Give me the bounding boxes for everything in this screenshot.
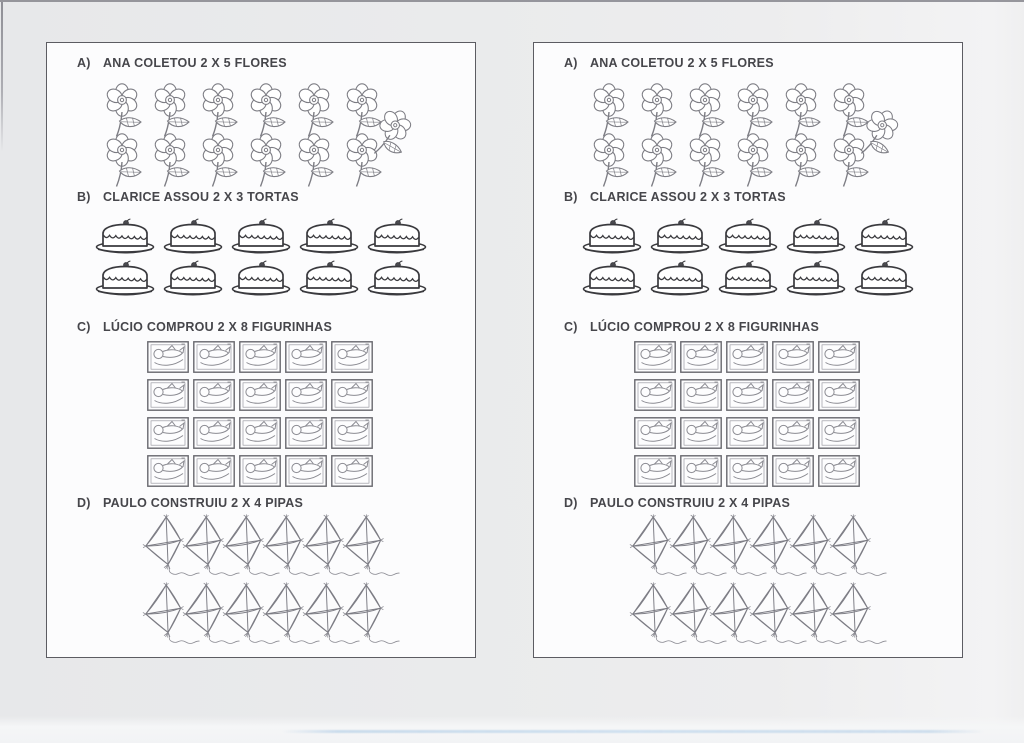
section-d-title: PAULO CONSTRUIU 2 X 4 PIPAS xyxy=(590,496,791,510)
sticker-icon xyxy=(147,455,189,487)
sticker-icon xyxy=(680,379,722,411)
kite-icon xyxy=(746,514,808,580)
flower-icon xyxy=(730,83,776,137)
sticker-icon xyxy=(818,455,860,487)
worksheet-panel-right xyxy=(533,42,963,658)
section-a-label: A) xyxy=(77,56,91,70)
kite-icon xyxy=(259,582,321,648)
sticker-icon xyxy=(193,379,235,411)
section-b-header xyxy=(77,190,299,204)
kite-icon xyxy=(179,582,241,648)
section-d-header xyxy=(564,496,790,510)
flower-icon xyxy=(291,133,337,187)
flower-icon xyxy=(778,83,824,137)
cake-icon xyxy=(297,217,361,257)
cake-icon xyxy=(580,259,644,299)
cake-icon xyxy=(716,217,780,257)
sticker-icon xyxy=(147,417,189,449)
kite-icon xyxy=(299,582,361,648)
flower-icon xyxy=(243,83,289,137)
flower-icon xyxy=(359,101,422,167)
section-d-header xyxy=(77,496,303,510)
cake-icon xyxy=(365,259,429,299)
scan-left-edge xyxy=(1,2,3,152)
sticker-icon xyxy=(726,379,768,411)
cake-icon xyxy=(161,259,225,299)
cake-icon xyxy=(93,259,157,299)
cake-icon xyxy=(229,217,293,257)
section-a-title: ANA COLETOU 2 X 5 FLORES xyxy=(103,56,287,70)
sticker-icon xyxy=(818,341,860,373)
flower-icon xyxy=(826,83,872,137)
section-c-title: LÚCIO COMPROU 2 X 8 FIGURINHAS xyxy=(103,320,333,334)
flower-icon xyxy=(147,133,193,187)
cake-icon xyxy=(852,217,916,257)
cake-icon xyxy=(648,217,712,257)
kite-icon xyxy=(746,582,808,648)
sticker-icon xyxy=(331,417,373,449)
sticker-icon xyxy=(331,455,373,487)
kite-icon xyxy=(339,514,401,580)
kite-icon xyxy=(339,582,401,648)
section-b-header xyxy=(564,190,786,204)
cake-icon xyxy=(229,259,293,299)
section-c-title: LÚCIO COMPROU 2 X 8 FIGURINHAS xyxy=(590,320,820,334)
section-b-label: B) xyxy=(77,190,91,204)
sticker-icon xyxy=(285,417,327,449)
section-d-title: PAULO CONSTRUIU 2 X 4 PIPAS xyxy=(103,496,304,510)
cake-icon xyxy=(852,259,916,299)
flowers-grid xyxy=(534,43,962,657)
sticker-icon xyxy=(193,455,235,487)
cake-icon xyxy=(648,259,712,299)
kite-icon xyxy=(666,582,728,648)
cake-icon xyxy=(161,217,225,257)
section-d-label: D) xyxy=(564,496,578,510)
cake-icon xyxy=(297,259,361,299)
kite-icon xyxy=(826,582,888,648)
section-d-label: D) xyxy=(77,496,91,510)
flower-icon xyxy=(586,83,632,137)
cakes-grid xyxy=(534,43,962,657)
section-a-header xyxy=(564,56,774,70)
section-a-header xyxy=(77,56,287,70)
flower-icon xyxy=(846,101,909,167)
kite-icon xyxy=(299,514,361,580)
sticker-icon xyxy=(285,379,327,411)
sticker-icon xyxy=(680,455,722,487)
scan-blue-line-artifact xyxy=(282,730,984,733)
flower-icon xyxy=(291,83,337,137)
kite-icon xyxy=(219,582,281,648)
section-c-header xyxy=(564,320,819,334)
cake-icon xyxy=(716,259,780,299)
kite-icon xyxy=(139,514,201,580)
flower-icon xyxy=(339,83,385,137)
sticker-icon xyxy=(680,417,722,449)
cake-icon xyxy=(365,217,429,257)
sticker-icon xyxy=(331,379,373,411)
cakes-grid xyxy=(47,43,475,657)
section-c-header xyxy=(77,320,332,334)
flower-icon xyxy=(339,133,385,187)
sticker-icon xyxy=(818,417,860,449)
sticker-icon xyxy=(634,379,676,411)
kite-icon xyxy=(626,514,688,580)
kites-grid xyxy=(47,43,475,657)
cake-icon xyxy=(784,217,848,257)
sticker-icon xyxy=(193,417,235,449)
flowers-grid xyxy=(47,43,475,657)
kite-icon xyxy=(706,582,768,648)
flower-icon xyxy=(99,133,145,187)
flower-icon xyxy=(195,83,241,137)
sticker-icon xyxy=(634,455,676,487)
sticker-icon xyxy=(331,341,373,373)
sticker-icon xyxy=(239,417,281,449)
cake-icon xyxy=(93,217,157,257)
flower-icon xyxy=(682,133,728,187)
kite-icon xyxy=(786,582,848,648)
sticker-icon xyxy=(239,455,281,487)
scan-top-edge xyxy=(0,0,1024,2)
kite-icon xyxy=(706,514,768,580)
flower-icon xyxy=(243,133,289,187)
section-b-title: CLARICE ASSOU 2 X 3 TORTAS xyxy=(590,190,786,204)
sticker-icon xyxy=(285,341,327,373)
section-c-label: C) xyxy=(564,320,578,334)
sticker-icon xyxy=(239,379,281,411)
flower-icon xyxy=(99,83,145,137)
sticker-icon xyxy=(726,417,768,449)
kite-icon xyxy=(179,514,241,580)
stickers-grid xyxy=(534,43,962,657)
sticker-icon xyxy=(772,379,814,411)
sticker-icon xyxy=(239,341,281,373)
sticker-icon xyxy=(772,455,814,487)
flower-icon xyxy=(586,133,632,187)
flower-icon xyxy=(826,133,872,187)
sticker-icon xyxy=(772,341,814,373)
flower-icon xyxy=(778,133,824,187)
sticker-icon xyxy=(193,341,235,373)
stickers-grid xyxy=(47,43,475,657)
sticker-icon xyxy=(726,455,768,487)
flower-icon xyxy=(682,83,728,137)
section-a-label: A) xyxy=(564,56,578,70)
flower-icon xyxy=(634,83,680,137)
sticker-icon xyxy=(634,341,676,373)
kites-grid xyxy=(534,43,962,657)
flower-icon xyxy=(147,83,193,137)
flower-icon xyxy=(730,133,776,187)
section-c-label: C) xyxy=(77,320,91,334)
kite-icon xyxy=(259,514,321,580)
section-b-label: B) xyxy=(564,190,578,204)
kite-icon xyxy=(626,582,688,648)
sticker-icon xyxy=(285,455,327,487)
sticker-icon xyxy=(680,341,722,373)
sticker-icon xyxy=(147,379,189,411)
section-b-title: CLARICE ASSOU 2 X 3 TORTAS xyxy=(103,190,299,204)
kite-icon xyxy=(219,514,281,580)
sticker-icon xyxy=(726,341,768,373)
sticker-icon xyxy=(818,379,860,411)
sticker-icon xyxy=(772,417,814,449)
cake-icon xyxy=(580,217,644,257)
kite-icon xyxy=(139,582,201,648)
kite-icon xyxy=(786,514,848,580)
kite-icon xyxy=(826,514,888,580)
cake-icon xyxy=(784,259,848,299)
sticker-icon xyxy=(634,417,676,449)
sticker-icon xyxy=(147,341,189,373)
flower-icon xyxy=(195,133,241,187)
flower-icon xyxy=(634,133,680,187)
section-a-title: ANA COLETOU 2 X 5 FLORES xyxy=(590,56,774,70)
worksheet-panel-left xyxy=(46,42,476,658)
kite-icon xyxy=(666,514,728,580)
